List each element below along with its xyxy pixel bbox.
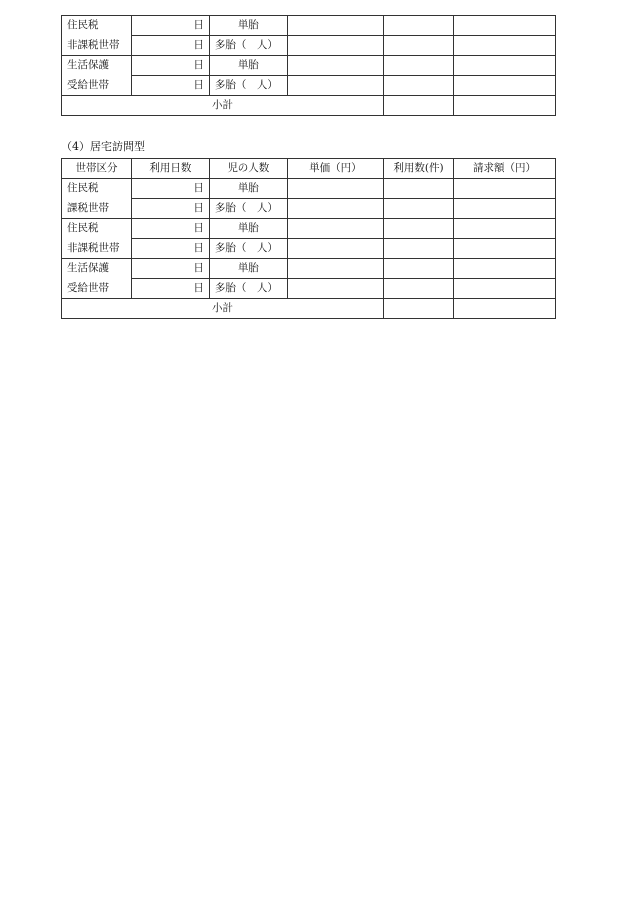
usage-days-cell: 日 <box>131 76 209 96</box>
usage-count-cell[interactable] <box>384 259 454 279</box>
household-category-cell: 非課税世帯 <box>62 36 132 56</box>
usage-count-cell[interactable] <box>384 16 454 36</box>
usage-count-cell[interactable] <box>384 239 454 259</box>
billing-amount-cell[interactable] <box>453 16 555 36</box>
billing-amount-cell[interactable] <box>453 36 555 56</box>
billing-amount-cell[interactable] <box>453 179 555 199</box>
child-count-cell: 多胎（ 人） <box>209 36 287 56</box>
subtotal-count-cell[interactable] <box>384 299 454 319</box>
usage-count-cell[interactable] <box>384 36 454 56</box>
unit-price-cell[interactable] <box>287 279 383 299</box>
child-count-cell: 単胎 <box>209 179 287 199</box>
usage-days-cell: 日 <box>131 259 209 279</box>
child-count-cell: 多胎（ 人） <box>209 239 287 259</box>
subtotal-row <box>62 96 556 116</box>
usage-count-cell[interactable] <box>384 179 454 199</box>
header-usage-count: 利用数(件) <box>384 159 454 179</box>
usage-days-cell: 日 <box>131 16 209 36</box>
child-count-cell: 単胎 <box>209 16 287 36</box>
header-usage-days: 利用日数 <box>131 159 209 179</box>
header-billing-amount: 請求額（円） <box>453 159 555 179</box>
table-row <box>62 16 556 36</box>
child-count-cell: 多胎（ 人） <box>209 76 287 96</box>
usage-days-cell: 日 <box>131 219 209 239</box>
child-count-cell: 多胎（ 人） <box>209 279 287 299</box>
usage-days-cell: 日 <box>131 199 209 219</box>
unit-price-cell[interactable] <box>287 56 383 76</box>
subtotal-count-cell[interactable] <box>384 96 454 116</box>
billing-amount-cell[interactable] <box>453 199 555 219</box>
household-category-cell: 住民税 <box>62 16 132 36</box>
child-count-cell: 単胎 <box>209 219 287 239</box>
household-category-cell: 生活保護 <box>62 56 132 76</box>
home-visit-table <box>61 158 556 319</box>
billing-amount-cell[interactable] <box>453 219 555 239</box>
usage-days-cell: 日 <box>131 56 209 76</box>
household-category-cell: 生活保護 <box>62 259 132 279</box>
table-row <box>62 219 556 239</box>
header-row <box>62 159 556 179</box>
unit-price-cell[interactable] <box>287 259 383 279</box>
header-household-category: 世帯区分 <box>62 159 132 179</box>
continuation-table <box>61 15 556 116</box>
unit-price-cell[interactable] <box>287 16 383 36</box>
table-row <box>62 56 556 76</box>
usage-count-cell[interactable] <box>384 279 454 299</box>
header-child-count: 児の人数 <box>209 159 287 179</box>
billing-amount-cell[interactable] <box>453 76 555 96</box>
household-category-cell: 課税世帯 <box>62 199 132 219</box>
unit-price-cell[interactable] <box>287 239 383 259</box>
usage-count-cell[interactable] <box>384 56 454 76</box>
billing-amount-cell[interactable] <box>453 279 555 299</box>
subtotal-label: 小計 <box>62 96 384 116</box>
billing-amount-cell[interactable] <box>453 259 555 279</box>
section-title: （4）居宅訪問型 <box>61 140 145 153</box>
usage-days-cell: 日 <box>131 179 209 199</box>
child-count-cell: 単胎 <box>209 259 287 279</box>
usage-days-cell: 日 <box>131 239 209 259</box>
usage-count-cell[interactable] <box>384 76 454 96</box>
header-unit-price: 単価（円） <box>287 159 383 179</box>
table-row <box>62 76 556 96</box>
usage-days-cell: 日 <box>131 279 209 299</box>
household-category-cell: 住民税 <box>62 179 132 199</box>
subtotal-row <box>62 299 556 319</box>
unit-price-cell[interactable] <box>287 36 383 56</box>
table-row <box>62 199 556 219</box>
unit-price-cell[interactable] <box>287 76 383 96</box>
unit-price-cell[interactable] <box>287 219 383 239</box>
household-category-cell: 受給世帯 <box>62 76 132 96</box>
subtotal-amount-cell[interactable] <box>453 96 555 116</box>
household-category-cell: 住民税 <box>62 219 132 239</box>
billing-amount-cell[interactable] <box>453 56 555 76</box>
usage-count-cell[interactable] <box>384 219 454 239</box>
table-row <box>62 259 556 279</box>
subtotal-label: 小計 <box>62 299 384 319</box>
billing-amount-cell[interactable] <box>453 239 555 259</box>
usage-count-cell[interactable] <box>384 199 454 219</box>
unit-price-cell[interactable] <box>287 179 383 199</box>
unit-price-cell[interactable] <box>287 199 383 219</box>
household-category-cell: 受給世帯 <box>62 279 132 299</box>
subtotal-amount-cell[interactable] <box>453 299 555 319</box>
child-count-cell: 多胎（ 人） <box>209 199 287 219</box>
household-category-cell: 非課税世帯 <box>62 239 132 259</box>
table-row <box>62 179 556 199</box>
child-count-cell: 単胎 <box>209 56 287 76</box>
table-row <box>62 239 556 259</box>
table-row <box>62 36 556 56</box>
usage-days-cell: 日 <box>131 36 209 56</box>
table-row <box>62 279 556 299</box>
